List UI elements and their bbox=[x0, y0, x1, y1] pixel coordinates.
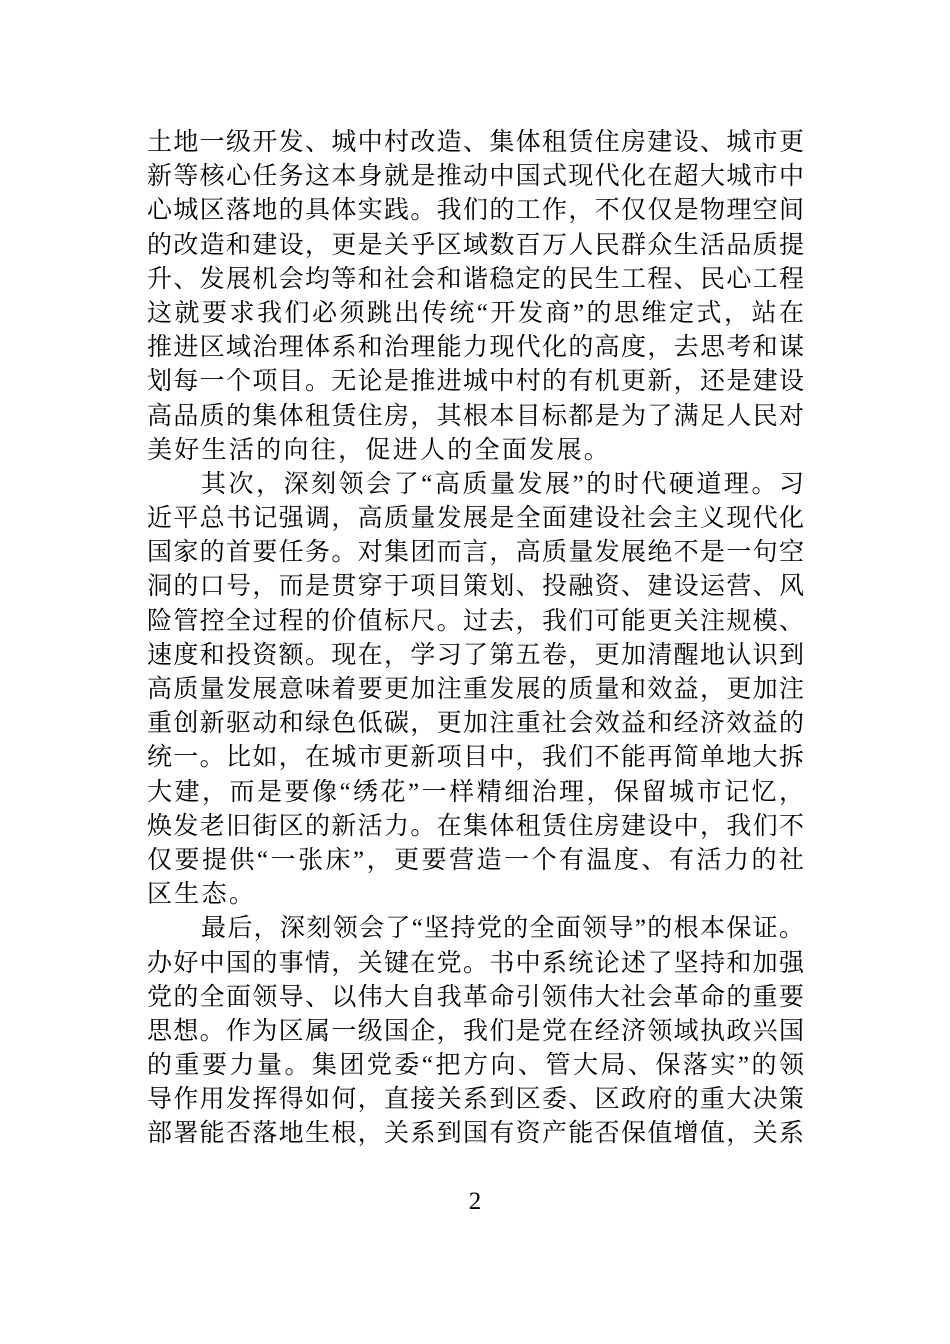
text-line: 其次，深刻领会了“高质量发展”的时代硬道理。习 bbox=[201, 470, 804, 498]
text-line: 重创新驱动和绿色低碳，更加注重社会效益和经济效益的 bbox=[147, 710, 804, 738]
text-line: 高品质的集体租赁住房，其根本目标都是为了满足人民对 bbox=[147, 402, 804, 430]
paragraph bbox=[147, 126, 804, 468]
document-body bbox=[147, 126, 804, 1152]
text-line: 升、发展机会均等和社会和谐稳定的民生工程、民心工程 bbox=[147, 265, 804, 293]
text-line: 划每一个项目。无论是推进城中村的有机更新，还是建设 bbox=[147, 368, 804, 396]
text-line: 仅要提供“一张床”，更要营造一个有温度、有活力的社 bbox=[147, 846, 804, 874]
text-line: 近平总书记强调，高质量发展是全面建设社会主义现代化 bbox=[147, 505, 804, 533]
text-line: 国家的首要任务。对集团而言，高质量发展绝不是一句空 bbox=[147, 539, 804, 567]
text-line: 新等核心任务这本身就是推动中国式现代化在超大城市中 bbox=[147, 163, 804, 191]
text-line: 最后，深刻领会了“坚持党的全面领导”的根本保证。 bbox=[201, 915, 804, 943]
text-line: 推进区域治理体系和治理能力现代化的高度，去思考和谋 bbox=[147, 334, 804, 362]
text-line: 美好生活的向往，促进人的全面发展。 bbox=[147, 436, 612, 464]
text-line: 的重要力量。集团党委“把方向、管大局、保落实”的领 bbox=[147, 1052, 804, 1080]
text-line: 洞的口号，而是贯穿于项目策划、投融资、建设运营、风 bbox=[147, 573, 804, 601]
page-number: 2 bbox=[468, 1188, 482, 1215]
text-line: 统一。比如，在城市更新项目中，我们不能再简单地大拆 bbox=[147, 744, 804, 772]
text-line: 高质量发展意味着要更加注重发展的质量和效益，更加注 bbox=[147, 676, 804, 703]
text-line: 焕发老旧街区的新活力。在集体租赁住房建设中，我们不 bbox=[147, 812, 804, 840]
text-line: 部署能否落地生根，关系到国有资产能否保值增值，关系 bbox=[147, 1120, 804, 1148]
text-line: 区生态。 bbox=[147, 881, 257, 909]
text-line: 土地一级开发、城中村改造、集体租赁住房建设、城市更 bbox=[147, 129, 804, 156]
text-line: 大建，而是要像“绣花”一样精细治理，保留城市记忆， bbox=[147, 778, 804, 806]
text-line: 这就要求我们必须跳出传统“开发商”的思维定式，站在 bbox=[147, 299, 804, 327]
text-line: 办好中国的事情，关键在党。书中系统论述了坚持和加强 bbox=[147, 949, 804, 977]
text-line: 党的全面领导、以伟大自我革命引领伟大社会革命的重要 bbox=[147, 983, 804, 1011]
text-line: 险管控全过程的价值标尺。过去，我们可能更关注规模、 bbox=[147, 607, 804, 635]
paragraph bbox=[147, 468, 804, 912]
text-line: 的改造和建设，更是关乎区域数百万人民群众生活品质提 bbox=[147, 231, 804, 259]
text-line: 速度和投资额。现在，学习了第五卷，更加清醒地认识到 bbox=[147, 641, 804, 669]
text-line: 心城区落地的具体实践。我们的工作，不仅仅是物理空间 bbox=[147, 197, 804, 225]
text-line: 导作用发挥得如何，直接关系到区委、区政府的重大决策 bbox=[147, 1086, 804, 1114]
paragraph bbox=[147, 912, 804, 1151]
text-line: 思想。作为区属一级国企，我们是党在经济领域执政兴国 bbox=[147, 1017, 804, 1045]
